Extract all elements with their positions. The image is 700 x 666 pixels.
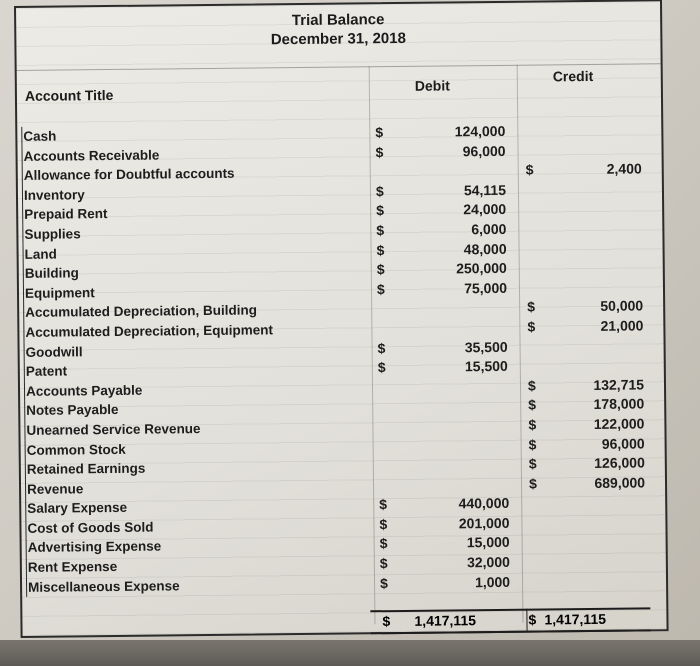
debit-amount: 440,000 bbox=[458, 495, 510, 512]
row-border bbox=[24, 382, 25, 402]
credit-sign: $ bbox=[528, 416, 537, 433]
credit-amount: 21,000 bbox=[600, 317, 644, 334]
debit-sign: $ bbox=[376, 202, 385, 219]
debit-sign: $ bbox=[375, 182, 384, 200]
row-border bbox=[24, 362, 25, 382]
debit-amount: 201,000 bbox=[458, 514, 510, 532]
account-title: Revenue bbox=[26, 480, 84, 497]
debit-sign: $ bbox=[375, 124, 384, 141]
trial-balance-sheet bbox=[14, 0, 669, 638]
credit-sign: $ bbox=[527, 377, 536, 394]
credit-amount: 689,000 bbox=[594, 474, 646, 491]
account-title: Common Stock bbox=[26, 441, 126, 458]
debit-sign: $ bbox=[376, 222, 385, 239]
credit-sign: $ bbox=[527, 318, 536, 335]
total-credit-sign: $ bbox=[528, 611, 537, 628]
debit-amount: 75,000 bbox=[464, 279, 508, 297]
account-title: Supplies bbox=[24, 226, 81, 242]
debit-sign: $ bbox=[377, 359, 386, 376]
row-border bbox=[21, 127, 22, 147]
row-border bbox=[25, 519, 26, 539]
credit-amount: 126,000 bbox=[594, 454, 645, 472]
header-debit: Debit bbox=[414, 77, 450, 94]
debit-amount: 48,000 bbox=[463, 240, 507, 257]
row-border bbox=[23, 323, 24, 343]
total-debit: 1,417,115 bbox=[414, 612, 477, 629]
credit-amount: 122,000 bbox=[593, 415, 645, 432]
account-title: Prepaid Rent bbox=[24, 206, 108, 223]
credit-amount: 2,400 bbox=[606, 160, 642, 177]
account-title: Salary Expense bbox=[27, 500, 128, 517]
credit-sign: $ bbox=[528, 396, 537, 413]
account-title: Unearned Service Revenue bbox=[26, 420, 201, 438]
account-title: Notes Payable bbox=[26, 402, 119, 419]
row-border bbox=[22, 244, 23, 264]
debit-amount: 96,000 bbox=[462, 142, 506, 159]
account-title: Cost of Goods Sold bbox=[27, 519, 154, 536]
credit-amount: 50,000 bbox=[600, 297, 644, 315]
account-title: Inventory bbox=[23, 187, 85, 203]
credit-amount: 96,000 bbox=[601, 434, 645, 452]
account-title: Patent bbox=[25, 363, 68, 380]
credit-amount: 178,000 bbox=[593, 395, 645, 413]
debit-amount: 6,000 bbox=[471, 220, 507, 238]
debit-sign: $ bbox=[376, 241, 385, 258]
debit-amount: 54,115 bbox=[463, 181, 507, 199]
debit-sign: $ bbox=[379, 555, 388, 572]
credit-sign: $ bbox=[528, 475, 537, 492]
row-border bbox=[25, 499, 26, 519]
credit-sign: $ bbox=[525, 161, 534, 178]
credit-sign: $ bbox=[528, 455, 537, 472]
debit-amount: 124,000 bbox=[454, 122, 506, 140]
document-title: Trial Balance bbox=[291, 11, 385, 30]
row-border bbox=[25, 460, 26, 480]
header-account-title: Account Title bbox=[24, 86, 114, 104]
credit-sign: $ bbox=[527, 298, 536, 315]
credit-amount: 132,715 bbox=[593, 376, 645, 393]
header-credit: Credit bbox=[552, 67, 594, 85]
account-title: Rent Expense bbox=[27, 559, 118, 575]
debit-amount: 15,000 bbox=[466, 534, 510, 551]
account-title: Building bbox=[24, 265, 79, 282]
table-edge-shadow bbox=[0, 640, 700, 666]
totals-divider bbox=[526, 609, 527, 631]
debit-amount: 24,000 bbox=[463, 201, 507, 218]
account-title: Allowance for Doubtful accounts bbox=[23, 165, 235, 184]
debit-sign: $ bbox=[377, 339, 386, 356]
debit-amount: 1,000 bbox=[474, 573, 511, 590]
row-border bbox=[24, 421, 25, 441]
account-title: Accounts Receivable bbox=[23, 147, 160, 164]
debit-sign: $ bbox=[379, 574, 388, 591]
row-border bbox=[22, 225, 23, 245]
row-border bbox=[26, 558, 27, 578]
row-border bbox=[26, 538, 27, 558]
debit-sign: $ bbox=[379, 515, 388, 533]
account-title: Accumulated Depreciation, Equipment bbox=[25, 322, 274, 340]
row-border bbox=[24, 401, 25, 421]
row-border bbox=[21, 147, 22, 167]
account-title: Cash bbox=[23, 128, 57, 144]
account-title: Miscellaneous Expense bbox=[28, 577, 180, 595]
account-title: Accumulated Depreciation, Building bbox=[25, 302, 258, 321]
account-title: Accounts Payable bbox=[25, 382, 143, 399]
debit-amount: 15,500 bbox=[464, 357, 508, 375]
debit-sign: $ bbox=[376, 280, 385, 297]
account-title: Goodwill bbox=[25, 343, 83, 360]
row-border bbox=[22, 186, 23, 206]
row-border bbox=[22, 205, 23, 225]
account-rows bbox=[17, 120, 666, 597]
row-border bbox=[23, 284, 24, 304]
credit-sign: $ bbox=[528, 436, 537, 453]
debit-amount: 250,000 bbox=[456, 260, 507, 277]
total-credit: 1,417,115 bbox=[544, 610, 607, 628]
row-border bbox=[23, 303, 24, 323]
debit-sign: $ bbox=[375, 143, 384, 160]
document-date: December 31, 2018 bbox=[270, 29, 406, 49]
row-border bbox=[24, 342, 25, 362]
row-border bbox=[23, 264, 24, 284]
account-title: Retained Earnings bbox=[26, 460, 146, 477]
row-border bbox=[25, 440, 26, 460]
account-title: Land bbox=[24, 246, 57, 262]
debit-sign: $ bbox=[379, 535, 388, 552]
row-border bbox=[26, 578, 27, 598]
row-border bbox=[22, 166, 23, 186]
title-block bbox=[16, 7, 660, 52]
account-title: Equipment bbox=[24, 284, 95, 301]
debit-sign: $ bbox=[376, 261, 385, 278]
debit-sign: $ bbox=[379, 496, 388, 513]
debit-amount: 35,500 bbox=[464, 338, 508, 355]
row-border bbox=[25, 480, 26, 500]
debit-amount: 32,000 bbox=[466, 553, 510, 571]
total-debit-sign: $ bbox=[382, 613, 391, 630]
account-title: Advertising Expense bbox=[27, 538, 162, 556]
totals-row bbox=[370, 607, 650, 634]
